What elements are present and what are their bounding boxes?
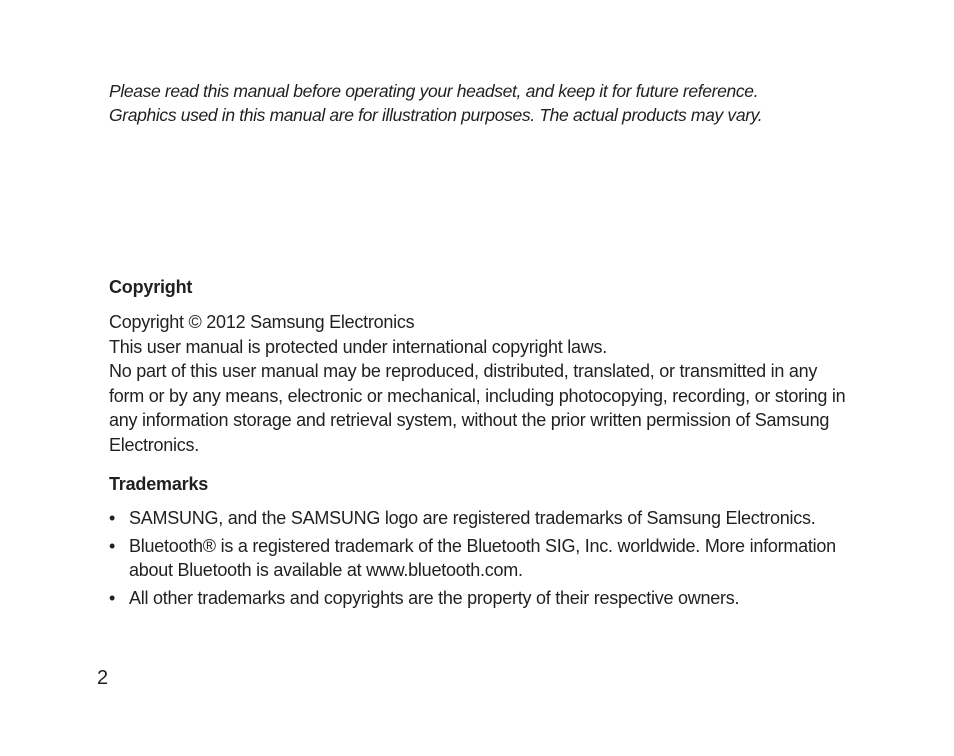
bullet-icon: • xyxy=(109,535,116,556)
bullet-icon: • xyxy=(109,587,116,608)
trademarks-heading: Trademarks xyxy=(109,474,209,494)
copyright-reproduction-paragraph: No part of this user manual may be reproduced, distributed, translated, or transmitted in any form or by any means, electronic or mechanical, including photocopying, recording, or storing in any information storage and retrieval system, without the prior written permission of Samsung Electronics. xyxy=(109,361,846,455)
intro-line-1: Please read this manual before operating your headset, and keep it for future reference. xyxy=(109,81,759,101)
bullet-icon: • xyxy=(109,508,116,528)
list-item xyxy=(109,534,854,583)
page-number: 2 xyxy=(97,667,109,689)
list-item xyxy=(109,586,854,611)
intro-notice xyxy=(109,79,869,127)
copyright-line: Copyright © 2012 Samsung Electronics xyxy=(109,312,415,332)
copyright-protection-line: This user manual is protected under international copyright laws. xyxy=(109,336,608,357)
intro-line-2: Graphics used in this manual are for illustration purposes. The actual products may vary. xyxy=(109,105,763,125)
copyright-body xyxy=(109,310,854,458)
trademark-bluetooth-text: Bluetooth® is a registered trademark of the Bluetooth SIG, Inc. worldwide. More information about Bluetooth is available at www.bluetooth.com. xyxy=(129,535,836,581)
trademarks-list xyxy=(109,506,854,613)
list-item xyxy=(109,506,854,531)
copyright-heading: Copyright xyxy=(109,277,193,297)
trademark-samsung-text: SAMSUNG, and the SAMSUNG logo are registered trademarks of Samsung Electronics. xyxy=(129,508,816,528)
trademark-other-text: All other trademarks and copyrights are the property of their respective owners. xyxy=(129,587,740,608)
